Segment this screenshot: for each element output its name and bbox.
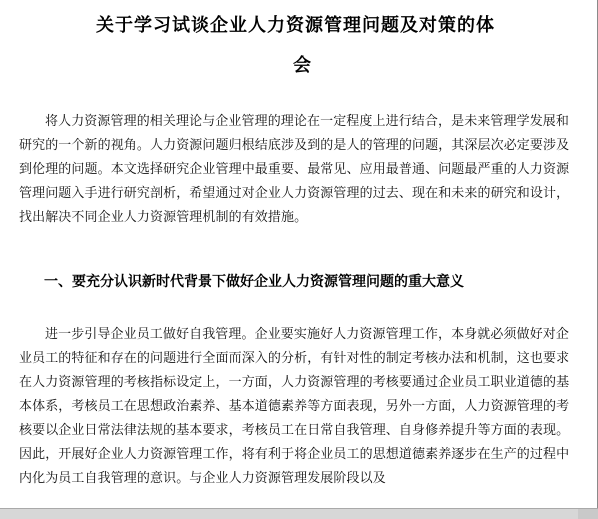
title-block — [96, 6, 581, 86]
document-title — [96, 6, 581, 86]
horizontal-scrollbar[interactable] — [0, 508, 598, 519]
body-paragraph-1: 进一步引导企业员工做好自我管理。企业要实施好人力资源管理工作，本身就必须做好对企业员工的特征和存在的问题进行全面而深入的分析，有针对性的制定考核办法和机制，这也要求在人力资源管理的考核指标设定上，一方面，人力资源管理的考核要通过企业员工职业道德的基本体系，考核员工在思想政治素养、基本道德素养等方面表现，另外一方面，人力资源管理的考核要以企业日常法律法规的基本要求，考核员工在日常自我管理、自身修养提升等方面的表现。因此，开展好企业人力资源管理工作，将有利于将企业员工的思想道德素养逐步在生产的过程中内化为员工自我管理的意识。与企业人力资源管理发展阶段以及 — [19, 327, 570, 486]
title-line-1: 关于学习试谈企业人力资源管理问题及对策的体 — [96, 15, 495, 36]
intro-paragraph: 将人力资源管理的相关理论与企业管理的理论在一定程度上进行结合，是未来管理学发展和研究的一个新的视角。人力资源问题归根结底涉及到的是人的管理的问题，其深层次必定要涉及到伦理的问题。本文选择研究企业管理中最重要、最常见、应用最普通、问题最严重的人力资源管理问题入手进行研究剖析，希望通过对企业人力资源管理的过去、现在和未来的研究和设计，找出解决不同企业人力资源管理机制的有效措施。 — [19, 114, 570, 225]
section-heading-1: 一、要充分认识新时代背景下做好企业人力资源管理问题的重大意义 — [44, 274, 464, 290]
title-line-2: 会 — [293, 55, 312, 76]
